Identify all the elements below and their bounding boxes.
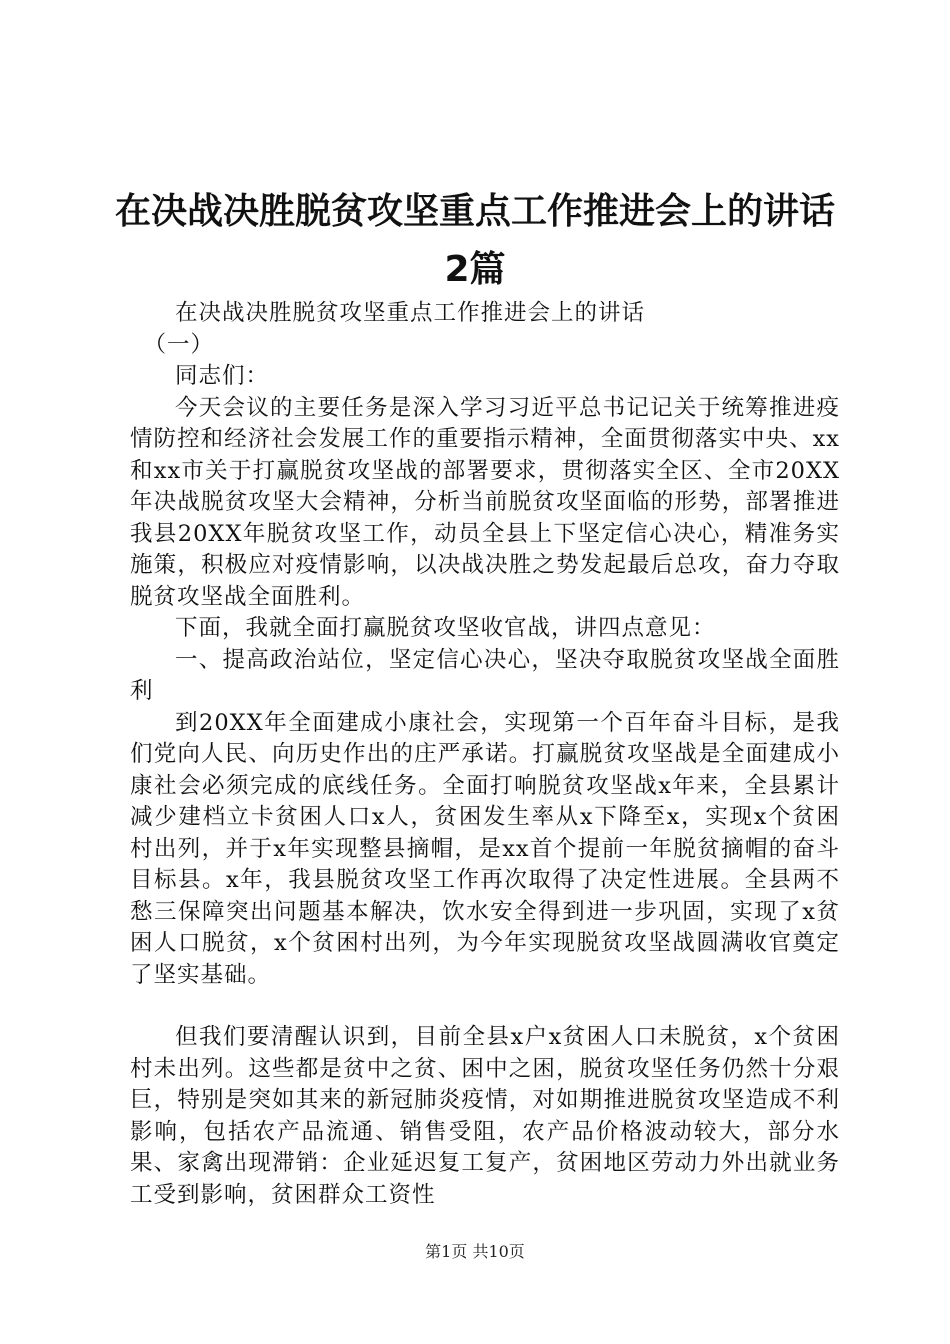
section-number: （一） bbox=[143, 331, 215, 358]
body-paragraph: 今天会议的主要任务是深入学习习近平总书记记关于统筹推进疫情防控和经济社会发展工作的重要指示精神，全面贯彻落实中央、xx和xx市关于打赢脱贫攻坚战的部署要求，贯彻落实全区、全市20XX年决战脱贫攻坚大会精神，分析当前脱贫攻坚面临的形势，部署推进我县20XX年脱贫攻坚工作，动员全县上下坚定信心决心，精准务实施策，积极应对疫情影响，以决战决胜之势发起最后总攻，奋力夺取脱贫攻坚战全面胜利。 bbox=[130, 394, 840, 610]
salutation: 同志们： bbox=[175, 363, 270, 389]
section-heading: 一、提高政治站位，坚定信心决心，坚决夺取脱贫攻坚战全面胜利 bbox=[130, 646, 840, 704]
subtitle-paragraph: 在决战决胜脱贫攻坚重点工作推进会上的讲话 bbox=[175, 300, 646, 326]
body-paragraph: 但我们要清醒认识到，目前全县x户x贫困人口未脱贫，x个贫困村未出列。这些都是贫中之贫、困中之困，脱贫攻坚任务仍然十分艰巨，特别是突如其来的新冠肺炎疫情，对如期推进脱贫攻坚造成不利影响，包括农产品流通、销售受阻，农产品价格波动较大，部分水果、家禽出现滞销：企业延迟复工复产，贫困地区劳动力外出就业务工受到影响，贫困群众工资性 bbox=[130, 1024, 840, 1208]
document-title-line2: 2篇 bbox=[444, 249, 506, 290]
body-paragraph: 下面，我就全面打赢脱贫攻坚收官战，讲四点意见： bbox=[175, 615, 716, 641]
document-body bbox=[130, 298, 840, 1211]
page-footer: 第1页 共10页 bbox=[425, 1242, 525, 1261]
document-title-line1: 在决战决胜脱贫攻坚重点工作推进会上的讲话 bbox=[114, 191, 835, 232]
body-paragraph: 到20XX年全面建成小康社会，实现第一个百年奋斗目标，是我们党向人民、向历史作出的庄严承诺。打赢脱贫攻坚战是全面建成小康社会必须完成的底线任务。全面打响脱贫攻坚战x年来，全县累计减少建档立卡贫困人口x人，贫困发生率从x下降至x，实现x个贫困村出列，并于x年实现整县摘帽，是xx首个提前一年脱贫摘帽的奋斗目标县。x年，我县脱贫攻坚工作再次取得了决定性进展。全县两不愁三保障突出问题基本解决，饮水安全得到进一步巩固，实现了x贫困人口脱贫，x个贫困村出列，为今年实现脱贫攻坚战圆满收官奠定了坚实基础。 bbox=[130, 709, 840, 988]
